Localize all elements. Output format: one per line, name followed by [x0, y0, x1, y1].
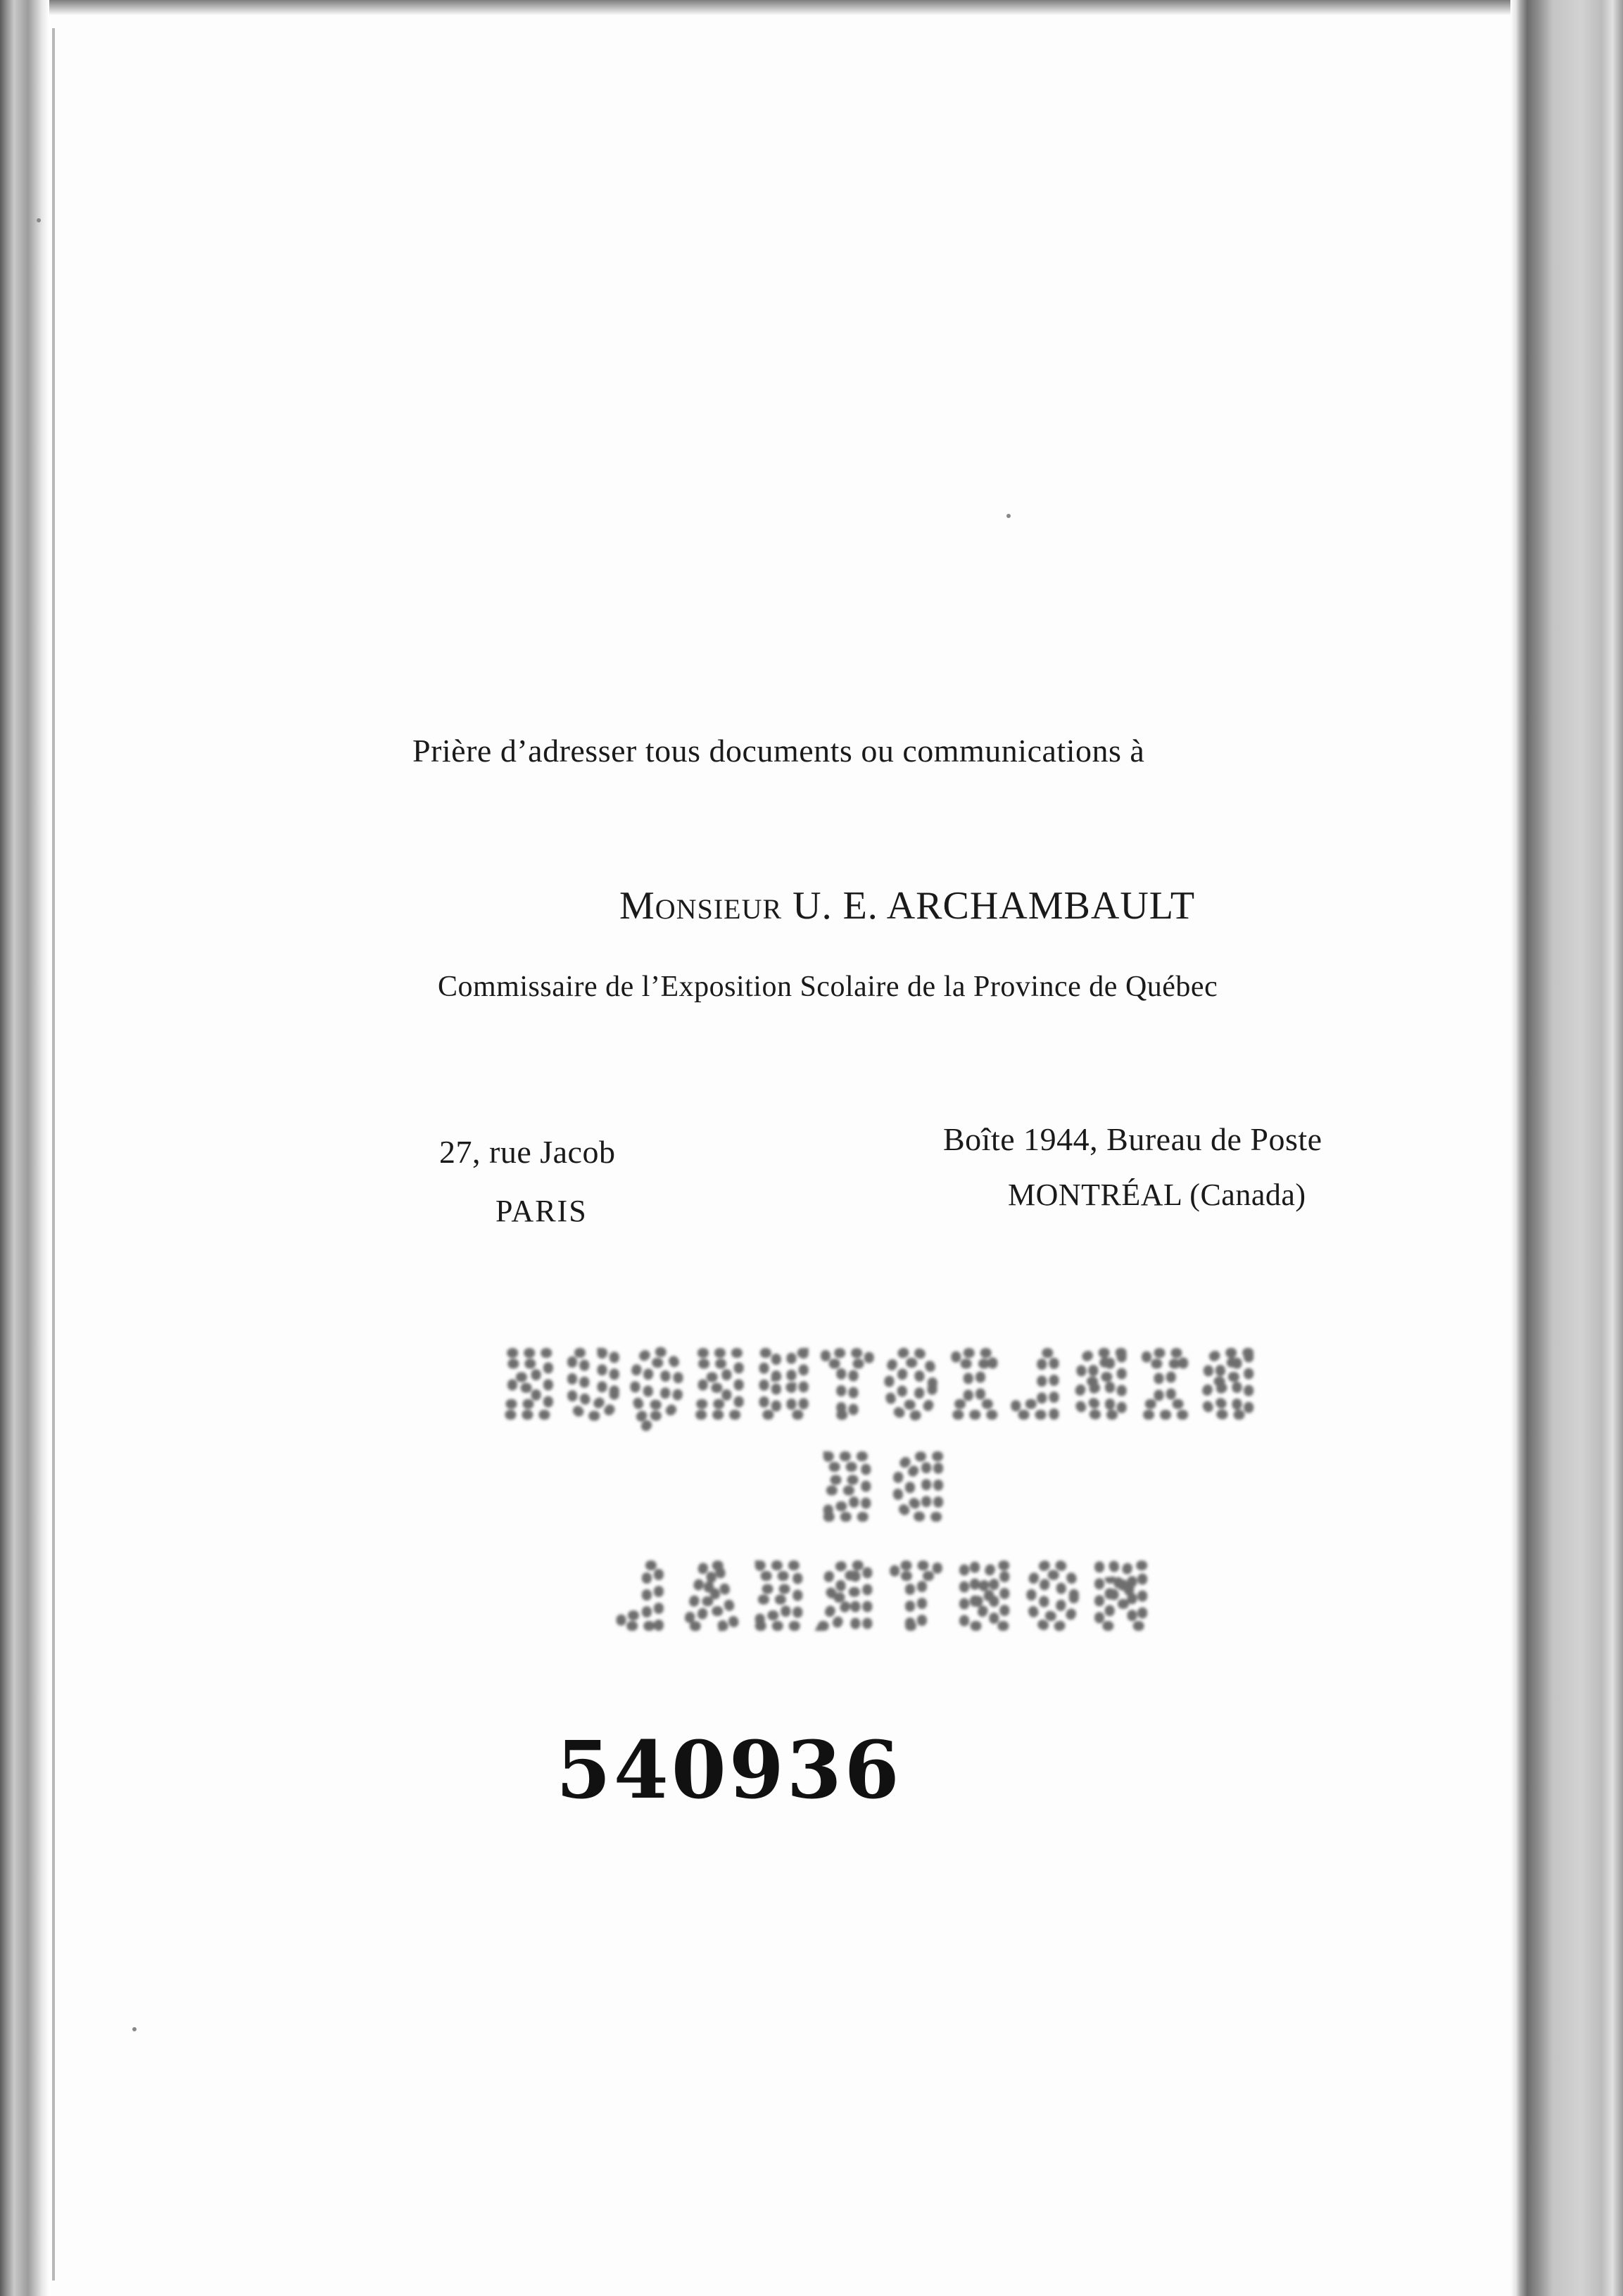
- library-perforated-stamp: [366, 1253, 1379, 1647]
- paris-address-city: PARIS: [495, 1194, 588, 1228]
- svg-text:MONTREAL: MONTREAL: [599, 1548, 1147, 1646]
- svg-text:BIBLIOTHEQUE: BIBLIOTHEQUE: [491, 1337, 1254, 1435]
- scan-left-fold-line: [52, 28, 55, 2281]
- paris-address-street: 27, rue Jacob: [439, 1134, 616, 1170]
- perforation-stamp-graphic: [366, 1253, 1379, 1647]
- scan-right-edge: [1510, 0, 1623, 2296]
- accession-number: 540936: [556, 1724, 902, 1817]
- scan-top-edge: [0, 0, 1623, 15]
- montreal-address-city: MONTRÉAL (Canada): [1008, 1178, 1306, 1212]
- scan-speck: [132, 2027, 137, 2031]
- intro-line: Prière d’adresser tous documents ou communications à: [412, 733, 1145, 769]
- recipient-prefix-rest: ONSIEUR: [655, 893, 783, 925]
- scan-speck: [37, 218, 41, 222]
- recipient-title: Commissaire de l’Exposition Scolaire de la Province de Québec: [438, 971, 1218, 1003]
- scan-left-edge: [0, 0, 49, 2296]
- montreal-address-box: Boîte 1944, Bureau de Poste: [943, 1121, 1322, 1157]
- recipient-name: [619, 883, 1195, 928]
- recipient-name-text: U. E. ARCHAMBAULT: [782, 884, 1196, 928]
- recipient-prefix-initial: M: [619, 884, 655, 928]
- svg-text:DE: DE: [801, 1439, 945, 1537]
- scan-speck: [1006, 514, 1011, 518]
